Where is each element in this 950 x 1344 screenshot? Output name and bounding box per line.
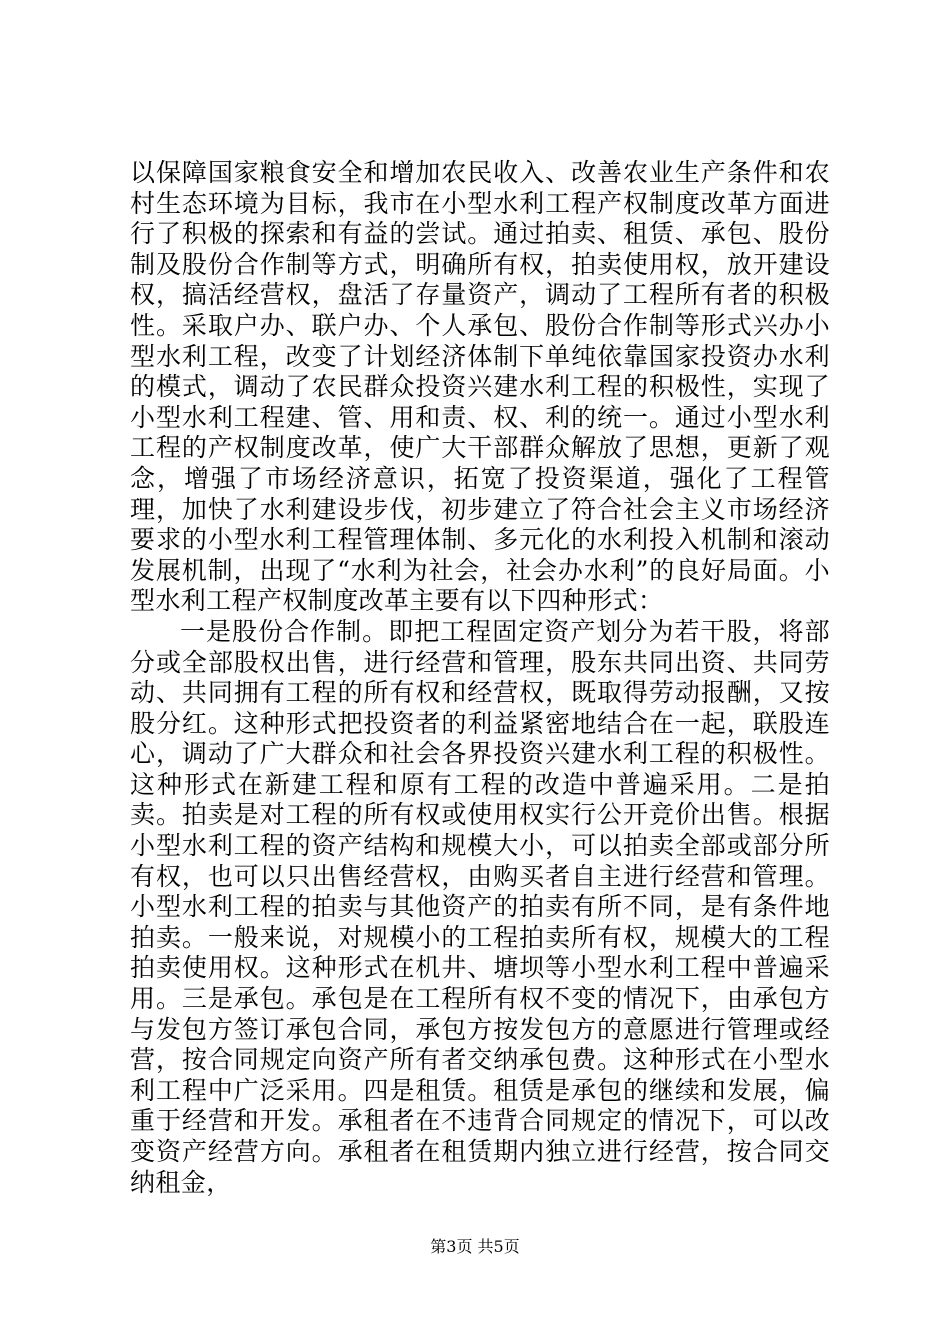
page-footer <box>0 1237 950 1257</box>
body-text <box>130 158 830 1198</box>
paragraph-intro: 以保障国家粮食安全和增加农民收入、改善农业生产条件和农村生态环境为目标，我市在小型水利工程产权制度改革方面进行了积极的探索和有益的尝试。通过拍卖、租赁、承包、股份制及股份合作制等方式，明确所有权，拍卖使用权，放开建设权，搞活经营权，盘活了存量资产，调动了工程所有者的积极性。采取户办、联户办、个人承包、股份合作制等形式兴办小型水利工程，改变了计划经济体制下单纯依靠国家投资办水利的模式，调动了农民群众投资兴建水利工程的积极性，实现了小型水利工程建、管、用和责、权、利的统一。通过小型水利工程的产权制度改革，使广大干部群众解放了思想，更新了观念，增强了市场经济意识，拓宽了投资渠道，强化了工程管理，加快了水利建设步伐，初步建立了符合社会主义市场经济要求的小型水利工程管理体制、多元化的水利投入机制和滚动发展机制，出现了“水利为社会，社会办水利”的良好局面。小型水利工程产权制度改革主要有以下四种形式： <box>130 158 830 616</box>
paragraph-forms: 一是股份合作制。即把工程固定资产划分为若干股，将部分或全部股权出售，进行经营和管理，股东共同出资、共同劳动、共同拥有工程的所有权和经营权，既取得劳动报酬，又按股分红。这种形式把投资者的利益紧密地结合在一起，联股连心，调动了广大群众和社会各界投资兴建水利工程的积极性。这种形式在新建工程和原有工程的改造中普遍采用。二是拍卖。拍卖是对工程的所有权或使用权实行公开竞价出售。根据小型水利工程的资产结构和规模大小，可以拍卖全部或部分所有权，也可以只出售经营权，由购买者自主进行经营和管理。小型水利工程的拍卖与其他资产的拍卖有所不同，是有条件地拍卖。一般来说，对规模小的工程拍卖所有权，规模大的工程拍卖使用权。这种形式在机井、塘坝等小型水利工程中普遍采用。三是承包。承包是在工程所有权不变的情况下，由承包方与发包方签订承包合同，承包方按发包方的意愿进行管理或经营，按合同规定向资产所有者交纳承包费。这种形式在小型水利工程中广泛采用。四是租赁。租赁是承包的继续和发展，偏重于经营和开发。承租者在不违背合同规定的情况下，可以改变资产经营方向。承租者在租赁期内独立进行经营，按合同交纳租金， <box>130 616 830 1197</box>
page-indicator: 第3页 共5页 <box>430 1237 520 1256</box>
